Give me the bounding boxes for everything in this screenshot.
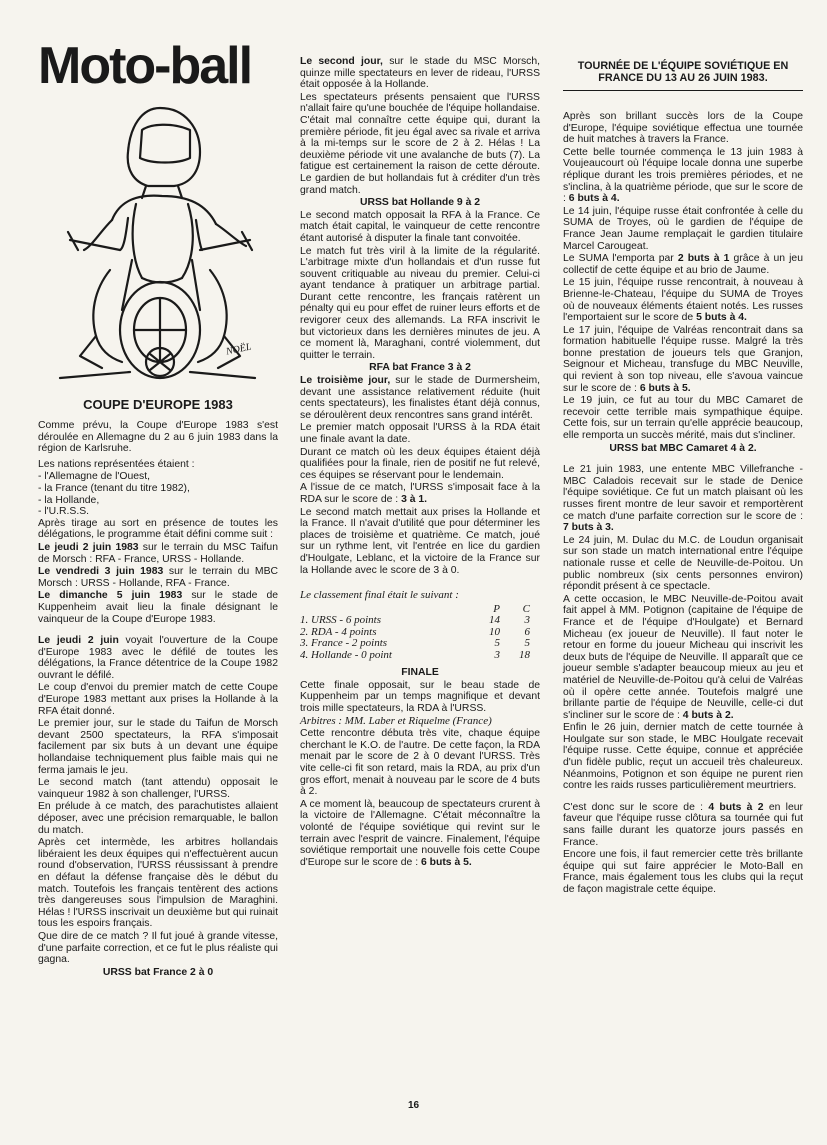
schedule-item: Le vendredi 3 juin 1983 sur le terrain du MBC Morsch : URSS - Hollande, RFA - France. xyxy=(38,566,278,589)
paragraph: Le SUMA l'emporta par 2 buts à 1 grâce à un jeu collectif de cette équipe et au brio de Jaume. xyxy=(563,253,803,276)
column-coupe-europe xyxy=(38,397,278,979)
paragraph: Le jeudi 2 juin voyait l'ouverture de la Coupe d'Europe 1983 avec le défilé de toutes les délégations, la France détentrice de la Coupe 1982 ouvrant le défilé. xyxy=(38,635,279,681)
table-row: 1. URSS - 6 points 14 3 xyxy=(300,614,530,627)
paragraph: Le second match opposait la RFA à la France. Ce match était capital, le vainqueur de cette rencontre étant autorisé à disputer la finale tant convoitée. xyxy=(300,209,540,244)
list-item: - la Hollande, xyxy=(38,494,100,506)
paragraph: Le premier jour, sur le stade du Taifun de Morsch devant 2500 spectateurs, la RFA s'imposait facilement par six buts à un devant une équipe hollandaise techniquement plus faible mais qui ne ferma jamais le jeu. xyxy=(38,718,278,776)
column-tournee xyxy=(563,60,803,897)
table-row: 3. France - 2 points 5 5 xyxy=(300,637,530,650)
section-title-coupe-europe: COUPE D'EUROPE 1983 xyxy=(83,397,233,412)
paragraph: Après cet intermède, les arbitres hollandais libéraient les deux équipes qui n'effectuèrent aucun round d'observation, l'URSS réussissant à prendre en défaut la défense française dès le début du match. Toutefois les français tentèrent des actions très dangereuses sous l'impulsion de Maraghini. Hélas ! l'URSS inscrivait un deuxième but qui ruinait tous les espoirs français. xyxy=(38,837,278,930)
table-header-row: P C xyxy=(493,602,530,615)
column-matches xyxy=(300,56,540,869)
paragraph: Enfin le 26 juin, dernier match de cette tournée à Houlgate sur son stade, le MBC Houlgate recevait l'équipe russe. Cette équipe, connue et appréciée d'un fidèle public, reçut un accueil très chaleureux. Néanmoins, Potignon et son équipe ne purent rien contre les raids russes particulièrement meurtriers. xyxy=(563,722,803,792)
schedule-item: Le dimanche 5 juin 1983 sur le stade de Kuppenheim avait lieu la finale désignant le vainqueur de la Coupe d'Europe 1983. xyxy=(38,590,278,625)
paragraph: C'est donc sur le score de : 4 buts à 2 en leur faveur que l'équipe russe clôtura sa tournée qui fut sans faille durant les quatorze jours passés en France. xyxy=(563,801,803,848)
motoball-rider-illustration xyxy=(50,100,260,385)
paragraph: Cette belle tournée commença le 13 juin 1983 à Voujeaucourt où l'équipe locale donna une superbe réplique durant les trois premières périodes, et ne s'inclina, à la quatrième période, que sur le score de : 6 buts à 4. xyxy=(563,146,803,205)
nations-list xyxy=(38,471,278,517)
arbitres-line: Arbitres : MM. Laber et Riquelme (France) xyxy=(300,714,492,727)
paragraph: Les nations représentées étaient : xyxy=(38,458,195,470)
paragraph: Le second match (tant attendu) opposait le vainqueur 1982 à son challenger, l'URSS. xyxy=(38,777,278,800)
list-item: - l'Allemagne de l'Ouest, xyxy=(38,471,150,483)
paragraph: Les spectateurs présents pensaient que l'URSS n'allait faire qu'une bouchée de l'équipe hollandaise. C'était mal connaître cette équipe qui, durant la première période, fit jeu égal avec sa rivale et arriva à la mi-temps sur le score de 2 à 2. Hélas ! La deuxième période vit une avalanche de buts (7). La fatigue est certainement la raison de cette déroute. Le gardien de but hollandais fut à créditer d'un très grand match. xyxy=(300,91,540,196)
section-title-tournee: TOURNÉE DE L'ÉQUIPE SOVIÉTIQUE EN FRANCE DU 13 AU 26 JUIN 1983. xyxy=(577,60,789,84)
paragraph: Durant ce match où les deux équipes étaient déjà qualifiées pour la finale, rien de positif ne fut relevé, ces équipes se réservant pour le lendemain. xyxy=(300,446,540,481)
match-result: URSS bat MBC Camaret 4 à 2. xyxy=(609,442,757,454)
paragraph: Le match fut très viril à la limite de la régularité. L'arbitrage mixte d'un hollandais et d'un russe fut souvent critiquable au niveau du premier. Celui-ci ayant tendance à pratiquer un arbitrage partial. Durant cette rencontre, les français ratèrent un pénalty qui eu pour effet de ruiner leurs efforts et de revigorer ceux des allemands. La RFA inscrivit le but victorieux dans les dernières minutes de jeu. A ce moment là, Maraghani, contré violemment, dut quitter le terrain. xyxy=(300,245,540,361)
paragraph: Le 24 juin, M. Dulac du M.C. de Loudun organisait sur son stade un match international entre l'équipe nationale russe et celle de Neuville-de-Poitou. Un public nombreux (six cents personnes environ) répondit présent à ce spectacle. xyxy=(563,534,803,593)
title-rule xyxy=(563,90,803,91)
schedule-item: Le jeudi 2 juin 1983 sur le terrain du MSC Taifun de Morsch : RFA - France, URSS - Hollande. xyxy=(38,541,278,565)
paragraph: Le troisième jour, sur le stade de Durmersheim, devant une assistance relativement réduite (huit cents spectateurs), les finalistes étant déjà connus, se déroulèrent deux rencontres sans grand intérêt. xyxy=(300,375,540,421)
paragraph: Cette rencontre débuta très vite, chaque équipe cherchant le K.O. de l'autre. De cette façon, la RDA menait par le score de 2 à 0 devant l'URSS. Très vite celle-ci fit son retard, mais la RDA, au prix d'un gros effort, menait à nouveau par le score de 4 buts à 2. xyxy=(300,728,540,798)
paragraph: Le 14 juin, l'équipe russe était confrontée à celle du SUMA de Troyes, où le gardien de l'équipe de France Jean Jaume remplaçait le gardien titulaire Marcel Carougeat. xyxy=(563,205,803,252)
paragraph: Le 21 juin 1983, une entente MBC Villefranche - MBC Caladois recevait sur le stade de Denice l'équipe soviétique. Ce fut un match plaisant où les russes firent montre de leur savoir et remportèrent ce match d'une parfaite correction sur le score de : 7 buts à 3. xyxy=(563,464,803,534)
illustration-signature: NOËL xyxy=(225,341,253,358)
page-number: 16 xyxy=(407,1100,420,1111)
paragraph: A ce moment là, beaucoup de spectateurs crurent à la victoire de l'Allemagne. C'était méconnaître la volonté de l'équipe soviétique qui revint sur le terrain avec l'esprit de vaincre. Finalement, l'équipe soviétique remportait une nouvelle fois cette Coupe d'Europe sur le score de : 6 buts à 5. xyxy=(300,798,540,868)
section-title-finale: FINALE xyxy=(401,667,439,679)
paragraph: Le 15 juin, l'équipe russe rencontrait, à nouveau à Brienne-le-Chateau, l'équipe du SUMA de Troyes où de nouveaux éléments étaient notés. Les russes l'emportaient sur le score de 5 buts à 4. xyxy=(563,277,803,324)
match-result: URSS bat France 2 à 0 xyxy=(102,966,214,978)
paragraph: Que dire de ce match ? Il fut joué à grande vitesse, d'une parfaite correction, et ce fut le plus réaliste qui gagna. xyxy=(38,930,278,966)
classement-title: Le classement final était le suivant : xyxy=(300,589,459,602)
paragraph: Le premier match opposait l'URSS à la RDA était une finale avant la date. xyxy=(300,422,540,445)
paragraph: Après tirage au sort en présence de toutes les délégations, le programme était défini comme suit : xyxy=(38,517,278,541)
list-item: - l'U.R.S.S. xyxy=(38,506,90,518)
paragraph: Le 17 juin, l'équipe de Valréas rencontrait dans sa formation habituelle l'équipe russe. Malgré la très bonne prestation de joueurs tels que Granjon, Seignour et Micheau, transfuge du MBC Neuville, qui revient à son top niveau, elle s'avoua vaincue sur le score de : 6 buts à 5. xyxy=(563,324,803,394)
paragraph: Encore une fois, il faut remercier cette très brillante équipe qui sut faire apprécier le Moto-Ball en France, mais également tous les clubs qui la reçut de façon magistrale cette équipe. xyxy=(563,849,803,895)
table-row: 2. RDA - 4 points 10 6 xyxy=(300,625,530,638)
table-row: 4. Hollande - 0 point 3 18 xyxy=(300,648,530,661)
paragraph: A l'issue de ce match, l'URSS s'imposait face à la RDA sur le score de : 3 à 1. xyxy=(300,482,540,505)
paragraph: Cette finale opposait, sur le beau stade de Kuppenheim par un temps magnifique et devant trois mille spectateurs, la RDA à l'URSS. xyxy=(300,679,540,714)
paragraph: Le second jour, sur le stade du MSC Morsch, quinze mille spectateurs en lever de rideau, l'URSS était opposée à la Hollande. xyxy=(300,56,541,91)
match-result: URSS bat Hollande 9 à 2 xyxy=(359,197,481,209)
match-result: RFA bat France 3 à 2 xyxy=(369,362,471,374)
paragraph: Le second match mettait aux prises la Hollande et la France. Il n'avait d'utilité que pour déterminer les places de troisième et quatrième. Ce match, joué sur un rythme lent, vit l'entrée en lice du gardien d'Houlgate, Leblanc, et la victoire de la France sur la Hollande avec le score de 3 à 0. xyxy=(300,506,540,576)
paragraph: Comme prévu, la Coupe d'Europe 1983 s'est déroulée en Allemagne du 2 au 6 juin 1983 dans la région de Karlsruhe. xyxy=(38,420,278,455)
classement-table xyxy=(300,604,530,662)
list-item: - la France (tenant du titre 1982), xyxy=(38,482,190,494)
paragraph: Le coup d'envoi du premier match de cette Coupe d'Europe 1983 mettant aux prises la Hollande à la RFA était donné. xyxy=(38,682,278,717)
paragraph: Après son brillant succès lors de la Coupe d'Europe, l'équipe soviétique effectua une tournée de huit matches à travers la France. xyxy=(563,111,803,146)
masthead-title: Moto-ball xyxy=(38,37,252,95)
paragraph: A cette occasion, le MBC Neuville-de-Poitou avait fait appel à MM. Potignon (capitaine de l'équipe de France et de l'équipe d'Houlgate) et Bernard Micheau (ex joueur de Neuville). Il faut noter le retour en forme du joueur Micheau qui inscrivit les deux buts de l'équipe de Neuville. Il apparaît que ce joueur semble s'adapter beaucoup mieux au jeu et matériel de Neuville-de-Poitou qu'à celui de Valréas où il opère cette année. Toutefois malgré une brillante partie de l'équipe de Neuville, celle-ci dut s'incliner sur le score de : 4 buts à 2. xyxy=(563,593,803,721)
paragraph: En prélude à ce match, des parachutistes allaient déposer, avec une précision remarquable, le ballon du match. xyxy=(38,801,278,836)
paragraph: Le 19 juin, ce fut au tour du MBC Camaret de recevoir cette terrible mais sympathique équipe. Cette fois, sur un terrain qu'elle apprécie beaucoup, elle remporta un succès mérité, mais dut s'incliner. xyxy=(563,395,803,442)
